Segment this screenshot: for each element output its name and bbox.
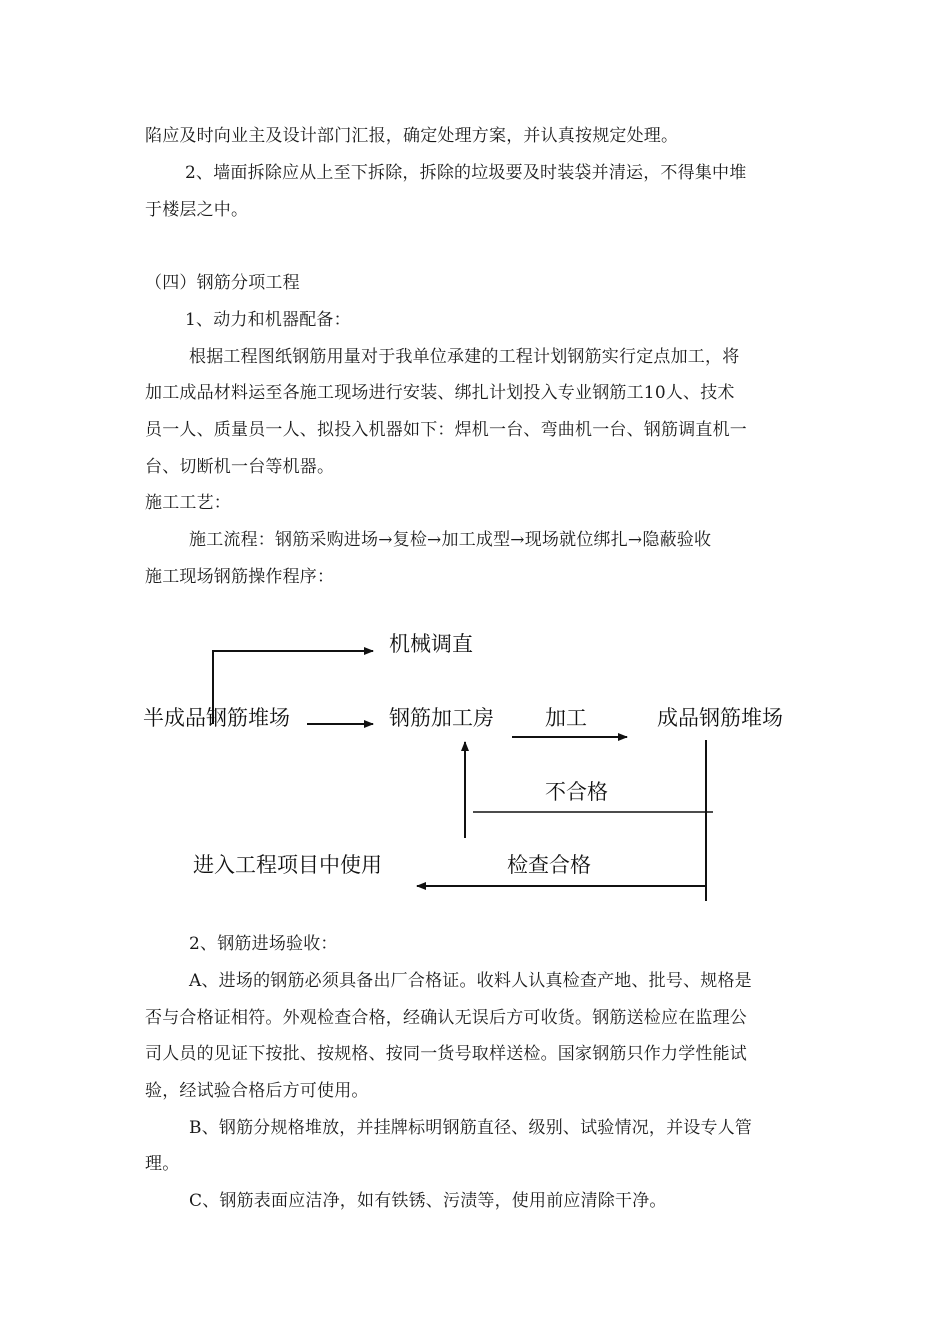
paragraph-line: 司人员的见证下按批、按规格、按同一货号取样送检。国家钢筋只作力学性能试 [145,1044,747,1064]
paragraph-line: 根据工程图纸钢筋用量对于我单位承建的工程计划钢筋实行定点加工，将 [189,347,740,367]
node-semi-finished-yard: 半成品钢筋堆场 [143,706,290,730]
paragraph-line: 加工成品材料运至各施工现场进行安装、绑扎计划投入专业钢筋工10人、技术 [145,383,735,403]
label-inspection-pass: 检查合格 [507,853,591,877]
item-heading: 1、动力和机器配备： [185,310,351,330]
paragraph-line: 于楼层之中。 [145,200,249,220]
subheading: 施工工艺： [145,493,231,513]
section-heading: （四）钢筋分项工程 [145,273,300,293]
node-finished-yard: 成品钢筋堆场 [657,706,783,730]
paragraph-line: 2、墙面拆除应从上至下拆除，拆除的垃圾要及时装袋并清运，不得集中堆 [185,163,747,183]
node-enter-project: 进入工程项目中使用 [193,853,382,877]
paragraph-line: C、钢筋表面应洁净，如有铁锈、污渍等，使用前应清除干净。 [189,1191,667,1211]
label-process: 加工 [545,706,587,730]
paragraph-line: A、进场的钢筋必须具备出厂合格证。收料人认真检查产地、批号、规格是 [189,971,752,991]
node-processing-house: 钢筋加工房 [389,706,494,730]
paragraph-line: 员一人、质量员一人、拟投入机器如下：焊机一台、弯曲机一台、钢筋调直机一 [145,420,747,440]
paragraph-line: B、钢筋分规格堆放，并挂牌标明钢筋直径、级别、试验情况，并设专人管 [189,1118,753,1138]
label-unqualified: 不合格 [545,780,608,804]
paragraph-line: 施工流程：钢筋采购进场→复检→加工成型→现场就位绑扎→隐蔽验收 [189,530,712,550]
paragraph-line: 验，经试验合格后方可使用。 [145,1081,369,1101]
paragraph-line: 陷应及时向业主及设计部门汇报，确定处理方案，并认真按规定处理。 [145,126,679,146]
subheading: 施工现场钢筋操作程序： [145,567,335,587]
paragraph-line: 否与合格证相符。外观检查合格，经确认无误后方可收货。钢筋送检应在监理公 [145,1008,747,1028]
paragraph-line: 理。 [145,1154,180,1174]
paragraph-line: 台、切断机一台等机器。 [145,457,335,477]
item-heading: 2、钢筋进场验收： [189,934,338,954]
node-mechanical-straighten: 机械调直 [389,632,473,656]
